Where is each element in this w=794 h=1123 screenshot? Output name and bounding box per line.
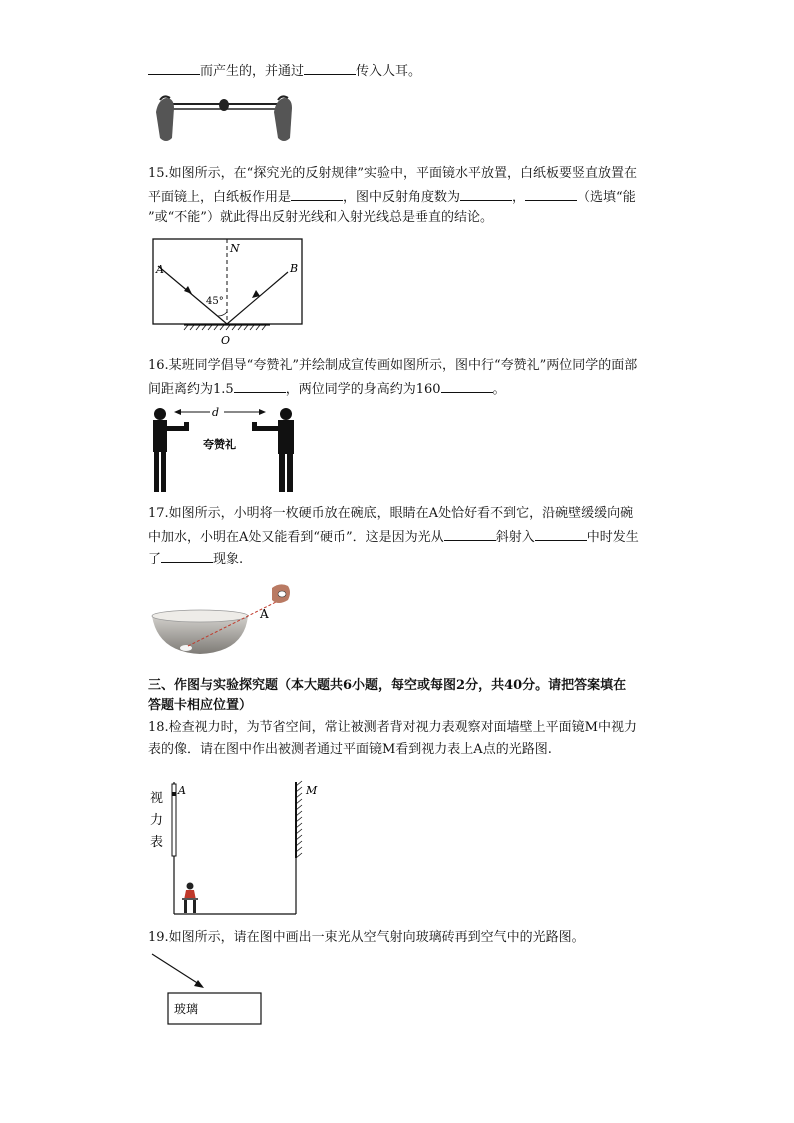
glass-refraction-figure bbox=[148, 950, 272, 1028]
q17-line2 bbox=[148, 526, 639, 548]
q16-line2 bbox=[148, 378, 506, 400]
label-m: M bbox=[306, 784, 318, 797]
q15-text-d: （选填“能 bbox=[577, 190, 636, 205]
q14-mid: 而产生的，并通过 bbox=[200, 64, 305, 79]
q17-text-b: 斜射入 bbox=[495, 530, 535, 545]
bowl-coin-figure bbox=[148, 576, 308, 662]
q18-line1-text: 18.检查视力时，为节省空间，常让被测者背对视力表观察对面墙壁上平面镜M中视力 bbox=[148, 720, 637, 735]
q18-line2-text: 表的像．请在图中作出被测者通过平面镜M看到视力表上A点的光路图. bbox=[148, 742, 552, 757]
q17-text-c: 中时发生 bbox=[586, 530, 639, 545]
q16-text-c: 。 bbox=[492, 382, 506, 397]
label-a: A bbox=[260, 607, 269, 621]
answer-blank[interactable] bbox=[234, 378, 286, 393]
section-heading bbox=[148, 676, 626, 696]
q15-text-c: ， bbox=[512, 190, 526, 205]
q15-line3 bbox=[148, 208, 493, 228]
q18-line2 bbox=[148, 740, 552, 760]
answer-blank[interactable] bbox=[444, 526, 496, 541]
q15-line1-text: 15.如图所示，在“探究光的反射规律”实验中，平面镜水平放置，白纸板要竖直放置在 bbox=[148, 166, 637, 181]
glass-label: 玻璃 bbox=[174, 1002, 199, 1016]
q16-text-b: ，两位同学的身高约为160 bbox=[285, 382, 441, 397]
q17-text-b: 现象. bbox=[213, 552, 244, 567]
string-telephone-figure bbox=[150, 90, 300, 148]
answer-blank[interactable] bbox=[161, 548, 213, 563]
q16-line1 bbox=[148, 356, 637, 376]
label-angle: 45° bbox=[206, 296, 224, 307]
answer-blank[interactable] bbox=[148, 60, 200, 75]
q17-line1 bbox=[148, 504, 633, 524]
q16-text-a: 间距离约为1.5 bbox=[148, 382, 234, 397]
section-heading-2 bbox=[148, 696, 252, 716]
chart-label-3: 表 bbox=[150, 835, 164, 850]
answer-blank[interactable] bbox=[291, 186, 343, 201]
section-heading-line1: 三、作图与实验探究题（本大题共6小题，每空或每图2分，共40分。请把答案填在 bbox=[148, 678, 627, 693]
q14-text bbox=[148, 60, 421, 82]
answer-blank[interactable] bbox=[441, 378, 493, 393]
section-heading-line2: 答题卡相应位置） bbox=[148, 698, 253, 713]
vision-test-figure bbox=[144, 772, 316, 920]
answer-blank[interactable] bbox=[535, 526, 587, 541]
answer-blank[interactable] bbox=[304, 60, 356, 75]
q17-line1-text: 17.如图所示，小明将一枚硬币放在碗底，眼睛在A处恰好看不到它，沿碗壁缓缓向碗 bbox=[148, 506, 634, 521]
label-n: N bbox=[230, 242, 240, 255]
q16-line1-text: 16.某班同学倡导“夸赞礼”并绘制成宣传画如图所示，图中行“夸赞礼”两位同学的面部 bbox=[148, 358, 638, 373]
q17-text-a: 中加水，小明在A处又能看到“硬币”．这是因为光从 bbox=[148, 530, 444, 545]
chart-label-2: 力 bbox=[150, 813, 164, 828]
praise-salute-figure bbox=[148, 402, 308, 496]
q15-line2 bbox=[148, 186, 636, 208]
chart-label-1: 视 bbox=[150, 791, 164, 806]
q19-line1 bbox=[148, 928, 585, 948]
q15-text-b: ，图中反射角度数为 bbox=[343, 190, 461, 205]
reflection-experiment-figure bbox=[148, 236, 308, 348]
label-b: B bbox=[290, 262, 299, 275]
answer-blank[interactable] bbox=[525, 186, 577, 201]
caption: 夸赞礼 bbox=[203, 438, 236, 451]
q19-line1-text: 19.如图所示，请在图中画出一束光从空气射向玻璃砖再到空气中的光路图。 bbox=[148, 930, 585, 945]
label-a: A bbox=[178, 784, 186, 797]
q15-text-a: 平面镜上，白纸板作用是 bbox=[148, 190, 292, 205]
q15-line3-text: ”或“不能”）就此得出反射光线和入射光线总是垂直的结论。 bbox=[148, 210, 493, 225]
label-o: O bbox=[221, 334, 231, 347]
q14-suffix: 传入人耳。 bbox=[356, 64, 422, 79]
q17-line3 bbox=[148, 548, 243, 570]
label-a: A bbox=[156, 263, 164, 276]
label-d: d bbox=[212, 406, 220, 419]
q15-line1 bbox=[148, 164, 637, 184]
q18-line1 bbox=[148, 718, 637, 738]
answer-blank[interactable] bbox=[460, 186, 512, 201]
q17-text-a: 了 bbox=[148, 552, 162, 567]
